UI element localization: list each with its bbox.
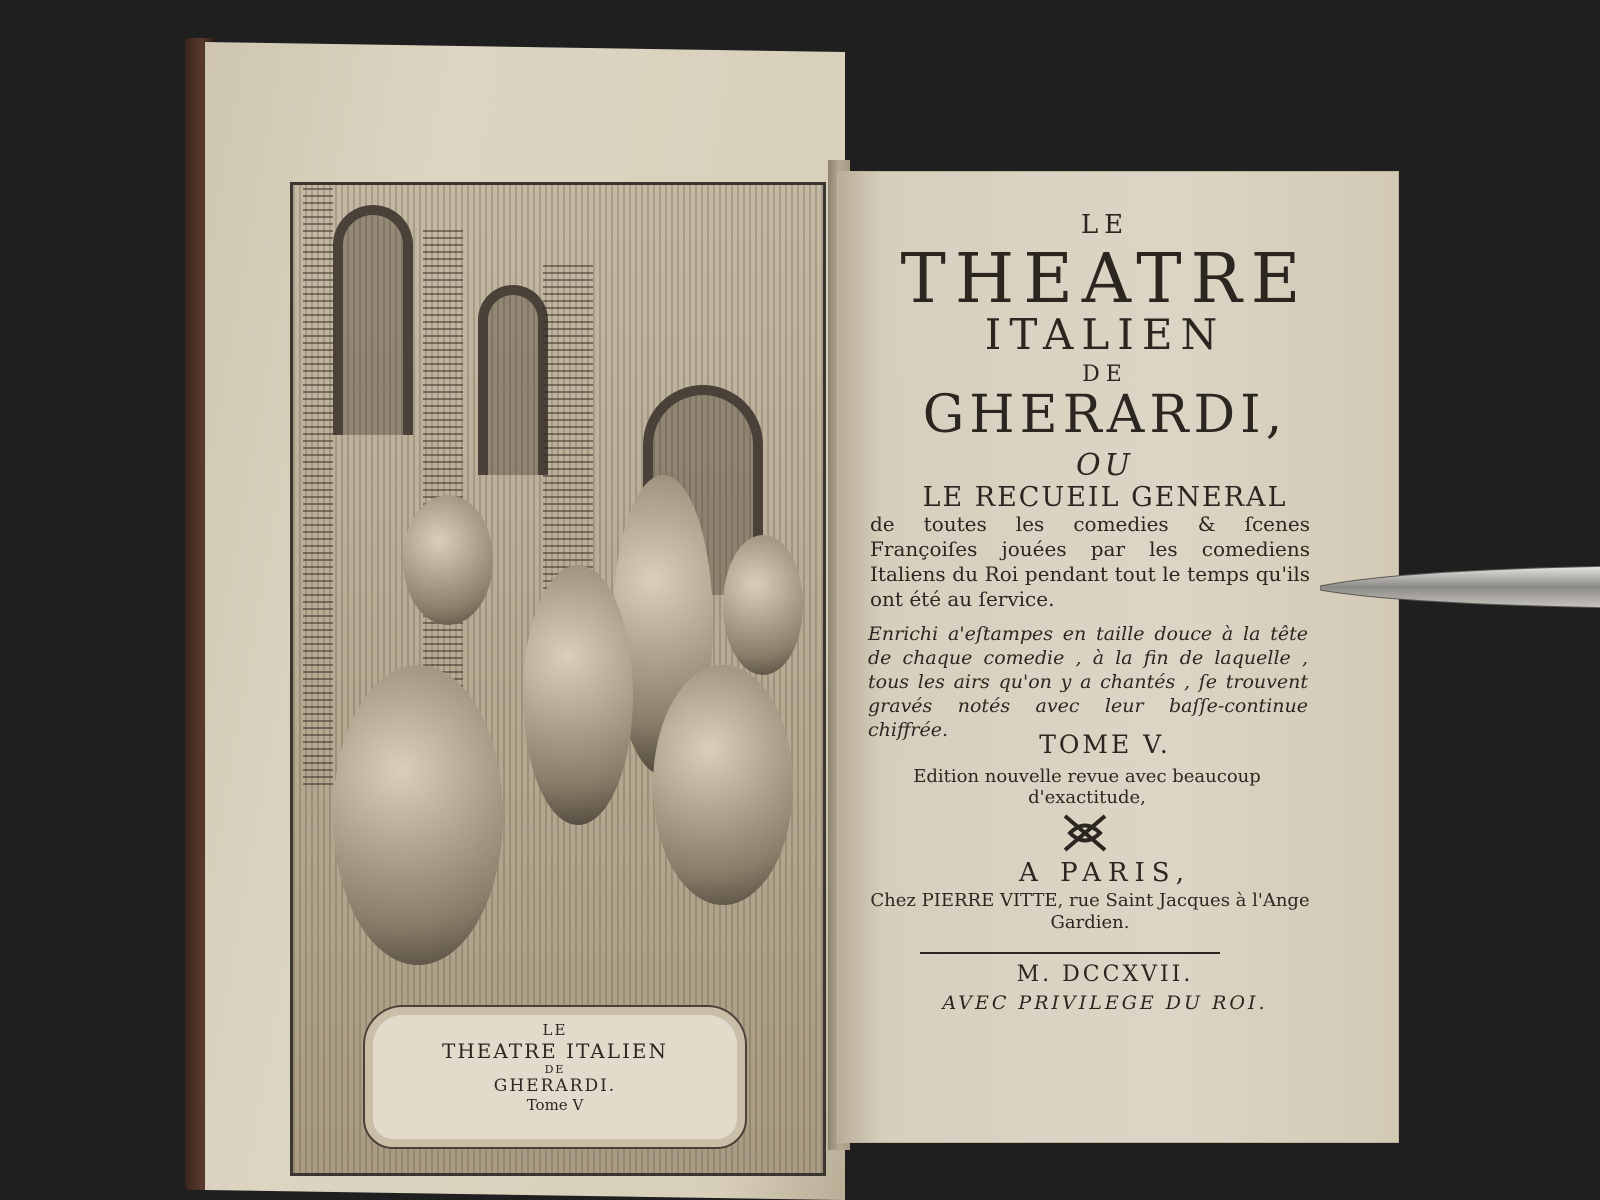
imprint-privilege: AVEC PRIVILEGE DU ROI.	[942, 992, 1268, 1014]
frontispiece-engraving	[290, 182, 826, 1176]
imprint-rule	[920, 952, 1220, 954]
imprint-date: M. DCCXVII.	[1016, 962, 1194, 987]
engraving-cherub	[523, 565, 633, 825]
engraving-cherub	[403, 495, 493, 625]
engraving-pillar	[303, 185, 333, 785]
frontispiece-cartouche	[363, 1005, 747, 1149]
cartouche-line: LE	[542, 1021, 568, 1039]
title-de: DE	[1082, 362, 1128, 387]
imprint-publisher: Chez PIERRE VITTE, rue Saint Jacques à l'Ange Gardien.	[870, 890, 1310, 933]
engraving-arch-left	[333, 205, 413, 435]
title-tome: TOME V.	[1039, 730, 1171, 759]
printer-ornament-icon	[1060, 808, 1110, 858]
title-theatre: THEATRE	[900, 240, 1310, 319]
cartouche-line: GHERARDI.	[493, 1076, 617, 1096]
title-ou: OU	[1076, 448, 1134, 483]
title-gherardi: GHERARDI,	[922, 385, 1288, 445]
imprint-city: A PARIS,	[1019, 858, 1191, 888]
title-edition: Edition nouvelle revue avec beaucoup d'exactitude,	[913, 766, 1261, 808]
title-italien: ITALIEN	[984, 310, 1226, 359]
title-le: LE	[1080, 210, 1130, 240]
engraving-cherub	[653, 665, 793, 905]
metal-pointer-icon	[1320, 560, 1600, 616]
engraving-cherub	[723, 535, 803, 675]
cartouche-line: THEATRE ITALIEN	[442, 1039, 668, 1063]
title-description: de toutes les comedies & ſcenes Françoiſes jouées par les comediens Italiens du Roi pendant tout le temps qu'ils ont été au ſervice.	[870, 512, 1310, 611]
cartouche-line: DE	[544, 1063, 566, 1076]
title-enrichi: Enrichi a'eſtampes en taille douce à la tête de chaque comedie , à la fin de laquelle , tous les airs qu'on y a chantés , ſe trouvent gravés notés avec leur baſſe-continue chiffrée.	[868, 623, 1308, 741]
title-recueil: LE RECUEIL GENERAL	[922, 482, 1288, 513]
engraving-arch-center	[478, 285, 548, 475]
cartouche-line: Tome V	[526, 1096, 584, 1114]
engraving-cherub	[333, 665, 503, 965]
